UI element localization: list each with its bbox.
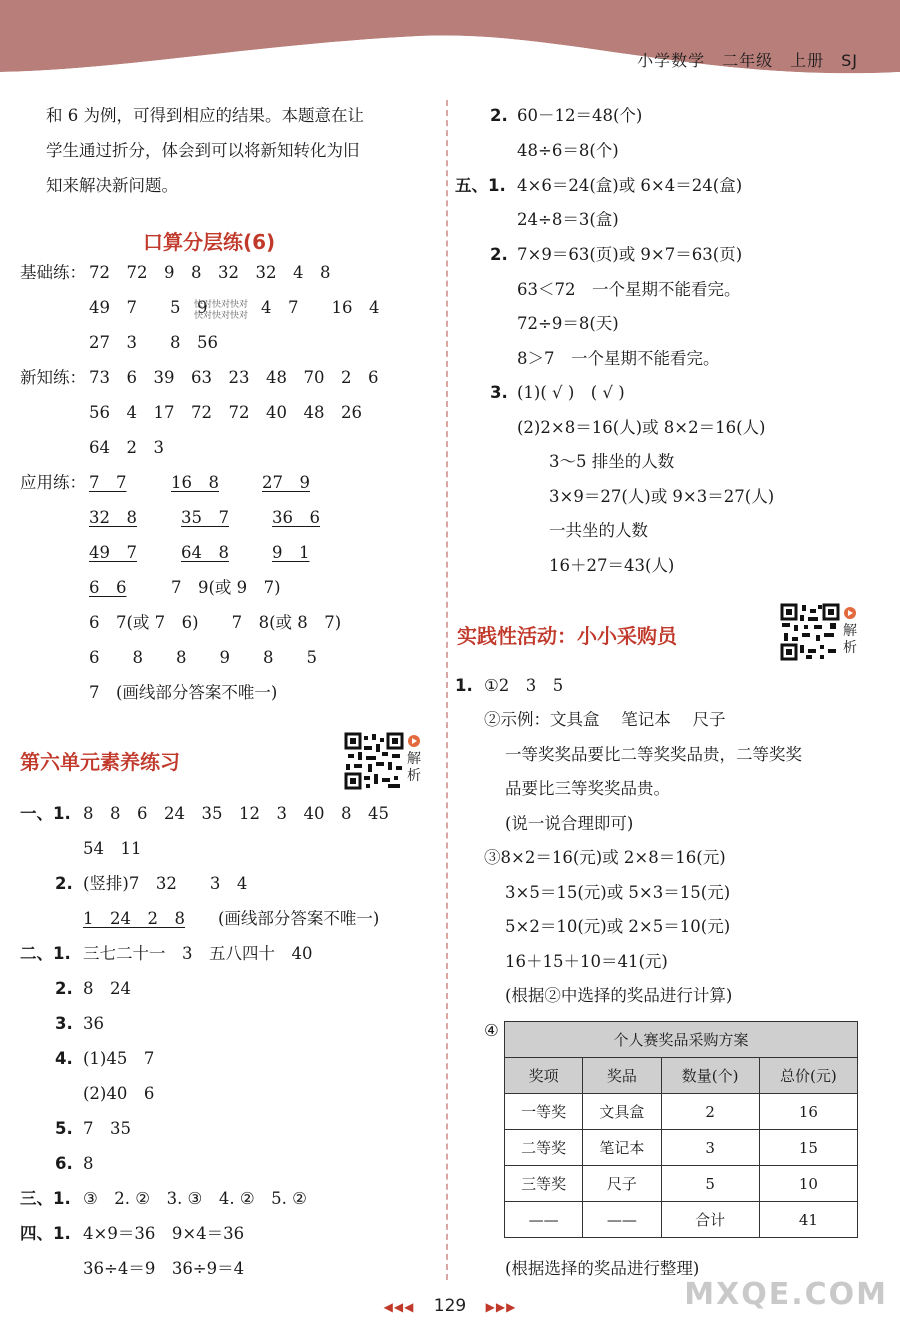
s2-6: 8 <box>83 1154 94 1173</box>
practice-title: 实践性活动：小小采购员 <box>457 624 677 648</box>
r2-label: 2. <box>490 106 508 125</box>
table-cell: 10 <box>759 1166 857 1202</box>
s5-2c: 72÷9＝8(天) <box>517 314 619 333</box>
s2-2-label: 2. <box>55 979 73 998</box>
s5-3d: 3×9＝27(人)或 9×3＝27(人) <box>549 487 775 506</box>
prev-arrows-icon: ◀◀◀ <box>383 1300 415 1314</box>
r2-b: 48÷6＝8(个) <box>517 141 619 160</box>
new-label: 新知练： <box>20 368 86 387</box>
s5-2b: 63＜72 一个星期不能看完。 <box>517 280 741 299</box>
p1-e: (说一说合理即可) <box>505 814 634 833</box>
app-r1-c2: 16 8 <box>171 473 219 492</box>
intro-line-3: 知来解决新问题。 <box>46 176 178 195</box>
next-arrows-icon: ▶▶▶ <box>485 1300 517 1314</box>
p1-g: 3×5＝15(元)或 5×3＝15(元) <box>505 883 731 902</box>
s5-3-label: 3. <box>490 383 508 402</box>
play-icon <box>844 607 856 619</box>
s2-3: 36 <box>83 1014 104 1033</box>
table-row <box>505 1094 858 1130</box>
r2-a: 60－12＝48(个) <box>517 106 643 125</box>
app-r2-c1: 32 8 <box>89 508 137 527</box>
table-cell: 一等奖 <box>505 1094 583 1130</box>
p1-f: ③8×2＝16(元)或 2×8＝16(元) <box>484 848 726 867</box>
s1-label: 一、1. <box>20 804 71 823</box>
p1-k-label: ④ <box>484 1021 499 1040</box>
app-r3-c1: 49 7 <box>89 543 137 562</box>
s2-2: 8 24 <box>83 979 131 998</box>
s5-label: 五、1. <box>455 176 506 195</box>
table-cell: 尺子 <box>583 1166 661 1202</box>
app-r3-c3: 9 1 <box>272 543 310 562</box>
table-cell: 二等奖 <box>505 1130 583 1166</box>
table-caption: 个人赛奖品采购方案 <box>505 1022 858 1058</box>
p1-a: ①2 3 5 <box>484 676 564 695</box>
s2-4a: (1)45 7 <box>83 1049 155 1068</box>
qr-code-icon[interactable] <box>780 603 840 661</box>
qr-explain-label: 解析 <box>407 751 421 784</box>
s5-1b: 24÷8＝3(盒) <box>517 210 619 229</box>
app-r7: 7 (画线部分答案不唯一) <box>89 683 278 702</box>
table-cell: 5 <box>661 1166 759 1202</box>
p1-l: (根据选择的奖品进行整理) <box>505 1259 700 1278</box>
book-info: 小学数学 二年级 上册 SJ <box>637 51 858 70</box>
table-row <box>505 1202 858 1238</box>
oral-practice-title: 口算分层练(6) <box>143 230 276 254</box>
s5-1a: 4×6＝24(盒)或 6×4＝24(盒) <box>517 176 743 195</box>
intro-line-2: 学生通过折分，体会到可以将新知转化为旧 <box>46 141 360 160</box>
table-cell: —— <box>583 1202 661 1238</box>
basic-row-2a: 49 7 5 9 <box>89 298 208 317</box>
app-r3-c2: 64 8 <box>181 543 229 562</box>
page-number: 129 <box>433 1296 467 1316</box>
app-r4-a: 6 6 <box>89 578 127 597</box>
table-cell: 3 <box>661 1130 759 1166</box>
s5-3a: (1)( √ ) ( √ ) <box>517 383 625 402</box>
table-cell: 笔记本 <box>583 1130 661 1166</box>
p1-j: (根据②中选择的奖品进行计算) <box>505 986 733 1005</box>
table-cell: 合计 <box>661 1202 759 1238</box>
s5-3f: 16＋27＝43(人) <box>549 556 675 575</box>
table-cell: 15 <box>759 1130 857 1166</box>
s1-2b-underlined: 1 24 2 8 <box>83 909 185 928</box>
unit6-title: 第六单元素养练习 <box>20 750 180 774</box>
app-r5: 6 7(或 7 6) 7 8(或 8 7) <box>89 613 342 632</box>
s1-1b: 54 11 <box>83 839 142 858</box>
app-r1-c1: 7 7 <box>89 473 127 492</box>
app-r2-c2: 35 7 <box>181 508 229 527</box>
s2-3-label: 3. <box>55 1014 73 1033</box>
table-cell: 三等奖 <box>505 1166 583 1202</box>
basic-row-1: 72 72 9 8 32 32 4 8 <box>89 263 331 282</box>
table-header: 奖品 <box>583 1058 661 1094</box>
new-row-1: 73 6 39 63 23 48 70 2 6 <box>89 368 379 387</box>
s5-2a: 7×9＝63(页)或 9×7＝63(页) <box>517 245 743 264</box>
intro-line-1: 和 6 为例，可得到相应的结果。本题意在让 <box>46 106 364 125</box>
s4-label: 四、1. <box>20 1224 71 1243</box>
app-r6: 6 8 8 9 8 5 <box>89 648 317 667</box>
watermark: MXQE.COM <box>684 1277 888 1312</box>
s4-1b: 36÷4＝9 36÷9＝4 <box>83 1259 245 1278</box>
prize-table <box>504 1021 858 1238</box>
qr-explain-label: 解析 <box>843 623 857 656</box>
table-row <box>505 1130 858 1166</box>
table-header: 总价(元) <box>759 1058 857 1094</box>
p1-b: ②示例：文具盒 笔记本 尺子 <box>484 710 726 729</box>
app-r2-c3: 36 6 <box>272 508 320 527</box>
p1-h: 5×2＝10(元)或 2×5＝10(元) <box>505 917 731 936</box>
new-row-3: 64 2 3 <box>89 438 164 457</box>
basic-label: 基础练： <box>20 263 86 282</box>
table-cell: —— <box>505 1202 583 1238</box>
table-row <box>505 1166 858 1202</box>
s2-1: 三七二十一 3 五八四十 40 <box>83 944 313 963</box>
table-cell: 16 <box>759 1094 857 1130</box>
p1-d: 品要比三等奖奖品贵。 <box>505 779 670 798</box>
s3-items: ③ 2. ② 3. ③ 4. ② 5. ② <box>83 1189 307 1208</box>
stamp-logo: 快对快对快对 快对快对快对 <box>194 300 249 321</box>
new-row-2: 56 4 17 72 72 40 48 26 <box>89 403 362 422</box>
s1-2a: (竖排)7 32 3 4 <box>83 874 248 893</box>
table-header: 数量(个) <box>661 1058 759 1094</box>
table-header: 奖项 <box>505 1058 583 1094</box>
s5-3e: 一共坐的人数 <box>549 521 648 540</box>
s2-5-label: 5. <box>55 1119 73 1138</box>
s2-4b: (2)40 6 <box>83 1084 155 1103</box>
qr-code-icon[interactable] <box>344 732 404 790</box>
s5-2-label: 2. <box>490 245 508 264</box>
s2-5: 7 35 <box>83 1119 131 1138</box>
app-r1-c3: 27 9 <box>262 473 310 492</box>
basic-row-2b: 4 7 16 4 <box>261 298 380 317</box>
s2-6-label: 6. <box>55 1154 73 1173</box>
s2-label: 二、1. <box>20 944 71 963</box>
s1-2-label: 2. <box>55 874 73 893</box>
p1-c: 一等奖奖品要比二等奖奖品贵，二等奖奖 <box>505 745 802 764</box>
s3-label: 三、1. <box>20 1189 71 1208</box>
app-label: 应用练： <box>20 473 86 492</box>
s5-3b: (2)2×8＝16(人)或 8×2＝16(人) <box>517 418 766 437</box>
column-divider <box>446 100 448 1280</box>
s5-2d: 8＞7 一个星期不能看完。 <box>517 349 720 368</box>
p1-label: 1. <box>455 676 473 695</box>
s1-2b-tail: (画线部分答案不唯一) <box>218 909 380 928</box>
s1-1a: 8 8 6 24 35 12 3 40 8 45 <box>83 804 389 823</box>
s2-4-label: 4. <box>55 1049 73 1068</box>
s5-3c: 3～5 排坐的人数 <box>549 452 675 471</box>
table-cell: 文具盒 <box>583 1094 661 1130</box>
play-icon <box>408 735 420 747</box>
p1-i: 16＋15＋10＝41(元) <box>505 952 668 971</box>
app-r4-b: 7 9(或 9 7) <box>171 578 281 597</box>
table-cell: 2 <box>661 1094 759 1130</box>
basic-row-3: 27 3 8 56 <box>89 333 218 352</box>
table-cell: 41 <box>759 1202 857 1238</box>
s4-1a: 4×9＝36 9×4＝36 <box>83 1224 245 1243</box>
